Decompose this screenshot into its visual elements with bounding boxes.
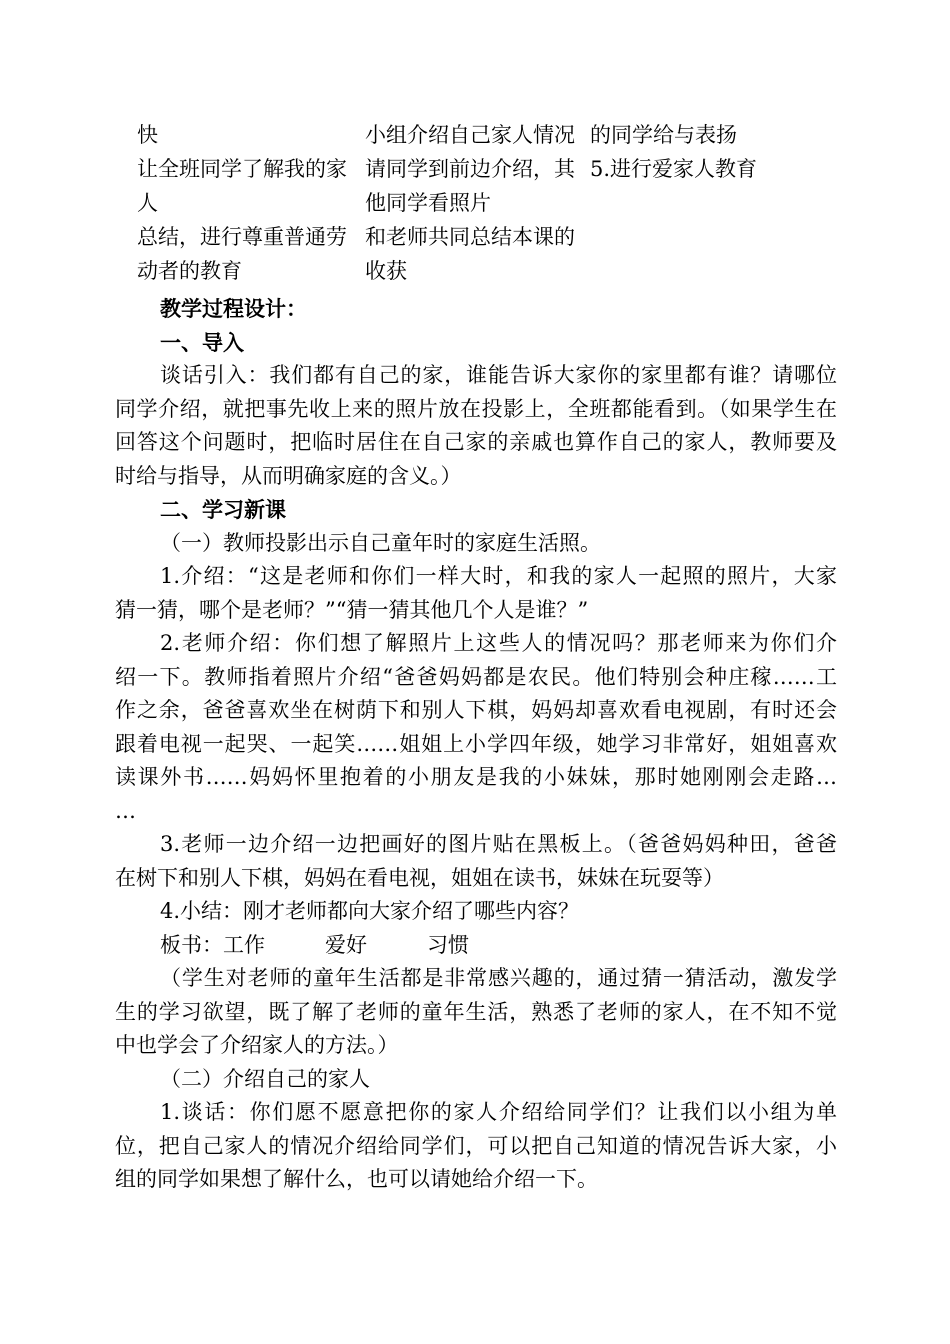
- table-cell: 总结，进行尊重普通劳: [137, 225, 347, 249]
- section-heading-main: 教学过程设计：: [160, 296, 307, 321]
- text-line: 生的学习欲望，既了解了老师的童年生活，熟悉了老师的家人，在不知不觉: [115, 999, 837, 1024]
- text-line: （学生对老师的童年生活都是非常感兴趣的，通过猜一猜活动，激发学: [160, 966, 837, 990]
- document-body: [115, 292, 837, 1197]
- paragraph-teacher-introduce: [115, 627, 837, 828]
- subsection-heading-1: （一）教师投影出示自己童年时的家庭生活照。: [160, 530, 601, 555]
- table-cell: 人: [137, 191, 158, 215]
- table-cell: 请同学到前边介绍，其: [365, 157, 575, 181]
- table-cell: 让全班同学了解我的家: [137, 157, 347, 181]
- text-line: 2.老师介绍：你们想了解照片上这些人的情况吗？那老师来为你们介: [160, 631, 837, 655]
- table-cell: 5.进行爱家人教育: [590, 157, 758, 181]
- section-heading-intro: 一、导入: [160, 329, 244, 355]
- section-heading-new-lesson: 二、学习新课: [160, 497, 286, 522]
- text-line: 跟着电视一起哭、一起笑……姐姐上小学四年级，她学习非常好，姐姐喜欢: [115, 731, 837, 756]
- subsection-heading-2: （二）介绍自己的家人: [160, 1066, 370, 1091]
- text-line: 时给与指导，从而明确家庭的含义。）: [115, 463, 462, 488]
- paragraph-intro: [115, 359, 837, 493]
- paragraph-blackboard: [115, 828, 837, 895]
- text-line: 绍一下。教师指着照片介绍“爸爸妈妈都是农民。他们特别会种庄稼……工: [115, 664, 837, 689]
- text-line: 作之余，爸爸喜欢坐在树荫下和别人下棋，妈妈却喜欢看电视剧，有时还会: [115, 698, 837, 722]
- paragraph-summary: 4.小结：刚才老师都向大家介绍了哪些内容？: [160, 899, 580, 923]
- table-cell: 和老师共同总结本课的: [365, 225, 575, 249]
- text-line: 同学介绍，就把事先收上来的照片放在投影上，全班都能看到。（如果学生在: [115, 396, 837, 421]
- blackboard-notes: [115, 929, 837, 963]
- text-line: 谈话引入：我们都有自己的家，谁能告诉大家你的家里都有谁？请哪位: [160, 363, 837, 387]
- text-line: 位，把自己家人的情况介绍给同学们，可以把自己知道的情况告诉大家，小: [115, 1133, 837, 1158]
- paragraph-talk: [115, 1096, 837, 1197]
- text-line: 3.老师一边介绍一边把画好的图片贴在黑板上。（爸爸妈妈种田，爸爸: [160, 832, 837, 856]
- table-cell: 小组介绍自己家人情况: [365, 123, 575, 147]
- board-item-work: 板书：工作: [160, 932, 265, 957]
- table-cell: 的同学给与表扬: [590, 123, 737, 147]
- table-cell: 动者的教育: [137, 259, 242, 283]
- paragraph-introduce: [115, 560, 837, 627]
- paragraph-note: [115, 962, 837, 1063]
- table-cell: 收获: [365, 259, 407, 283]
- text-line: 猜一猜，哪个是老师？”“猜一猜其他几个人是谁？”: [115, 597, 589, 622]
- text-line: 1.介绍：“这是老师和你们一样大时，和我的家人一起照的照片，大家: [160, 564, 837, 588]
- text-line: 回答这个问题时，把临时居住在自己家的亲戚也算作自己的家人，教师要及: [115, 430, 837, 454]
- table-cell: 他同学看照片: [365, 191, 491, 215]
- text-line: 读课外书……妈妈怀里抱着的小朋友是我的小妹妹，那时她刚刚会走路…: [115, 765, 837, 789]
- board-item-hobby: 爱好: [325, 932, 367, 957]
- table-cell: 快: [137, 123, 158, 147]
- board-item-habit: 习惯: [427, 932, 469, 957]
- text-line: 组的同学如果想了解什么，也可以请她给介绍一下。: [115, 1167, 598, 1191]
- text-line: 在树下和别人下棋，妈妈在看电视，姐姐在读书，妹妹在玩耍等）: [115, 865, 724, 890]
- text-line: …: [115, 798, 136, 823]
- text-line: 中也学会了介绍家人的方法。）: [115, 1033, 399, 1057]
- text-line: 1.谈话：你们愿不愿意把你的家人介绍给同学们？让我们以小组为单: [160, 1100, 837, 1124]
